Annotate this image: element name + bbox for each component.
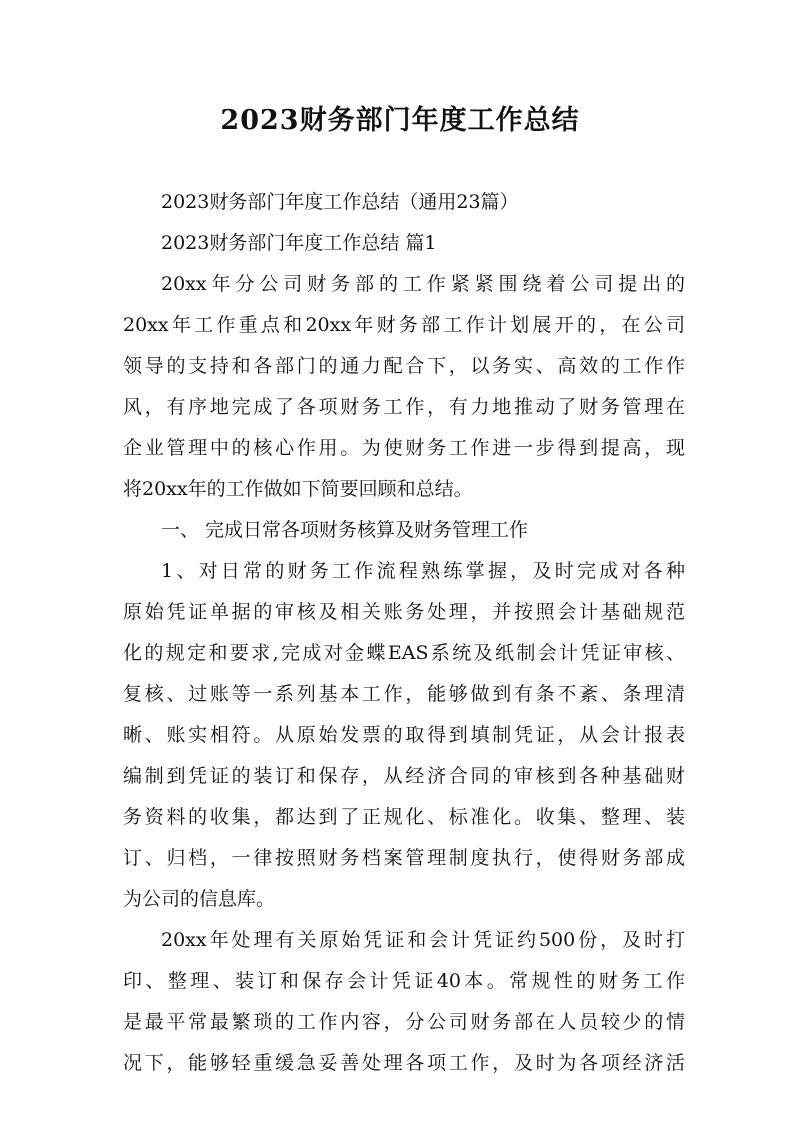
paragraph-line: 风，有序地完成了各项财务工作，有力地推动了财务管理在 <box>123 396 685 418</box>
paragraph-line: 复核、过账等一系列基本工作，能够做到有条不紊、条理清 <box>123 683 685 705</box>
paragraph-line: 原始凭证单据的审核及相关账务处理，并按照会计基础规范 <box>123 601 685 623</box>
section-heading: 2023财务部门年度工作总结 篇1 <box>161 232 437 254</box>
paragraph-line: 20xx年处理有关原始凭证和会计凭证约500份，及时打 <box>161 929 685 951</box>
paragraph-line: 化的规定和要求,完成对金蝶EAS系统及纸制会计凭证审核、 <box>123 642 685 664</box>
subsection-heading <box>123 510 685 551</box>
document-body <box>123 182 685 1084</box>
paragraph-line: 印、整理、装订和保存会计凭证40本。常规性的财务工作 <box>123 970 685 992</box>
paragraph-line: 将20xx年的工作做如下简要回顾和总结。 <box>123 478 473 500</box>
paragraph-line: 务资料的收集，都达到了正规化、标准化。收集、整理、装 <box>123 806 685 828</box>
paragraph-line: 领导的支持和各部门的通力配合下，以务实、高效的工作作 <box>123 355 685 377</box>
paragraph-stats <box>123 920 685 1084</box>
paragraph-line: 编制到凭证的装订和保存，从经济合同的审核到各种基础财 <box>123 765 685 787</box>
paragraph-line: 企业管理中的核心作用。为使财务工作进一步得到提高，现 <box>123 437 685 459</box>
paragraph-line: 订、归档，一律按照财务档案管理制度执行，使得财务部成 <box>123 847 685 869</box>
paragraph-line: 为公司的信息库。 <box>123 888 276 910</box>
paragraph-line: 20xx年工作重点和20xx年财务部工作计划展开的，在公司 <box>123 314 685 336</box>
paragraph-line: 晰、账实相符。从原始发票的取得到填制凭证，从会计报表 <box>123 724 685 746</box>
paragraph-line: 况下，能够轻重缓急妥善处理各项工作，及时为各项经济活 <box>123 1052 685 1074</box>
document-title: 2023财务部门年度工作总结 <box>220 105 580 136</box>
paragraph-line: 是最平常最繁琐的工作内容，分公司财务部在人员较少的情 <box>123 1011 685 1033</box>
paragraph-item-1 <box>123 551 685 920</box>
paragraph-intro <box>123 264 685 510</box>
paragraph-line: 1、对日常的财务工作流程熟练掌握，及时完成对各种 <box>161 560 685 582</box>
document-subtitle: 2023财务部门年度工作总结（通用23篇） <box>161 191 519 213</box>
paragraph-line: 20xx年分公司财务部的工作紧紧围绕着公司提出的 <box>161 273 685 295</box>
subsection-heading-text: 一、 完成日常各项财务核算及财务管理工作 <box>161 519 529 541</box>
